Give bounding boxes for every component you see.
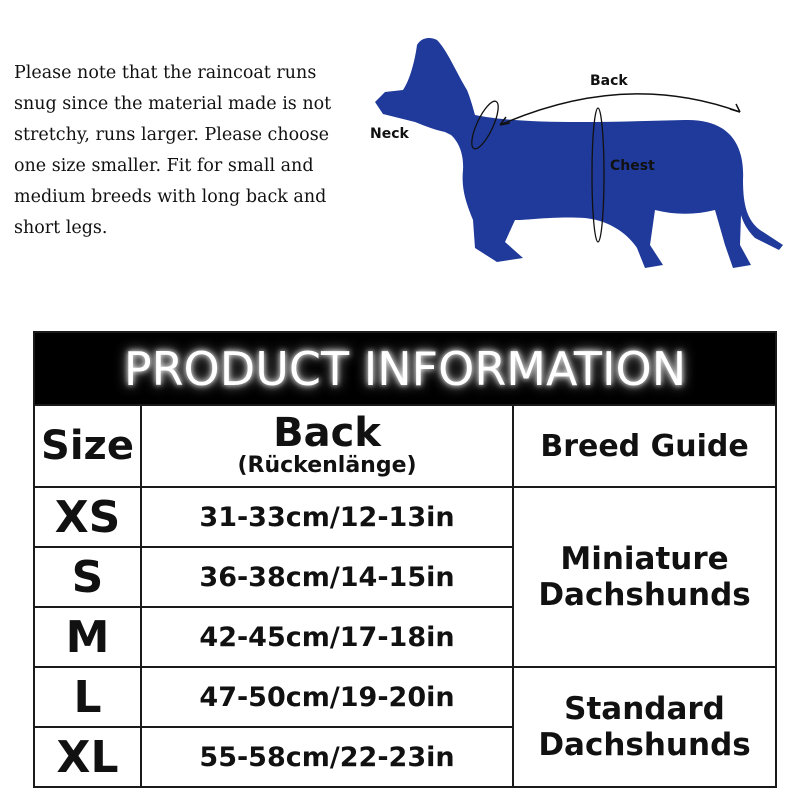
breed-guide-line: Dachshunds <box>538 577 751 613</box>
header-back-label: Back <box>273 410 381 456</box>
breed-guide-line: Standard <box>564 691 725 727</box>
back-length-cell: 47-50cm/19-20in <box>141 667 513 727</box>
size-cell: XS <box>34 487 141 547</box>
header-size: Size <box>34 405 141 487</box>
table-header-row <box>34 405 776 487</box>
table-row <box>34 487 776 547</box>
back-measure-arrow <box>500 94 740 125</box>
back-length-cell: 55-58cm/22-23in <box>141 727 513 787</box>
breed-guide-cell <box>513 487 776 667</box>
header-back <box>141 405 513 487</box>
fit-note-line: Please note that the raincoat runs <box>14 63 317 83</box>
size-cell: M <box>34 607 141 667</box>
fit-note-line: short legs. <box>14 218 108 238</box>
table-title: PRODUCT INFORMATION <box>34 332 776 405</box>
fit-note <box>14 58 359 244</box>
dog-measurement-diagram <box>355 30 795 290</box>
size-cell: XL <box>34 727 141 787</box>
breed-guide-line: Miniature <box>560 541 729 577</box>
dachshund-silhouette <box>375 38 783 268</box>
back-length-cell: 36-38cm/14-15in <box>141 547 513 607</box>
header-back-sublabel: (Rückenlänge) <box>237 453 417 478</box>
fit-note-line: one size smaller. Fit for small and <box>14 156 314 176</box>
fit-note-line: medium breeds with long back and <box>14 187 327 207</box>
fit-note-line: snug since the material made is not <box>14 94 332 114</box>
size-chart-table <box>33 331 777 788</box>
neck-label: Neck <box>370 126 409 142</box>
size-cell: L <box>34 667 141 727</box>
table-row <box>34 667 776 727</box>
chest-label: Chest <box>610 158 655 174</box>
header-breed-guide: Breed Guide <box>513 405 776 487</box>
breed-guide-cell <box>513 667 776 787</box>
size-cell: S <box>34 547 141 607</box>
fit-note-line: stretchy, runs larger. Please choose <box>14 125 330 145</box>
back-length-cell: 42-45cm/17-18in <box>141 607 513 667</box>
back-label: Back <box>590 73 628 89</box>
breed-guide-line: Dachshunds <box>538 727 751 763</box>
back-length-cell: 31-33cm/12-13in <box>141 487 513 547</box>
